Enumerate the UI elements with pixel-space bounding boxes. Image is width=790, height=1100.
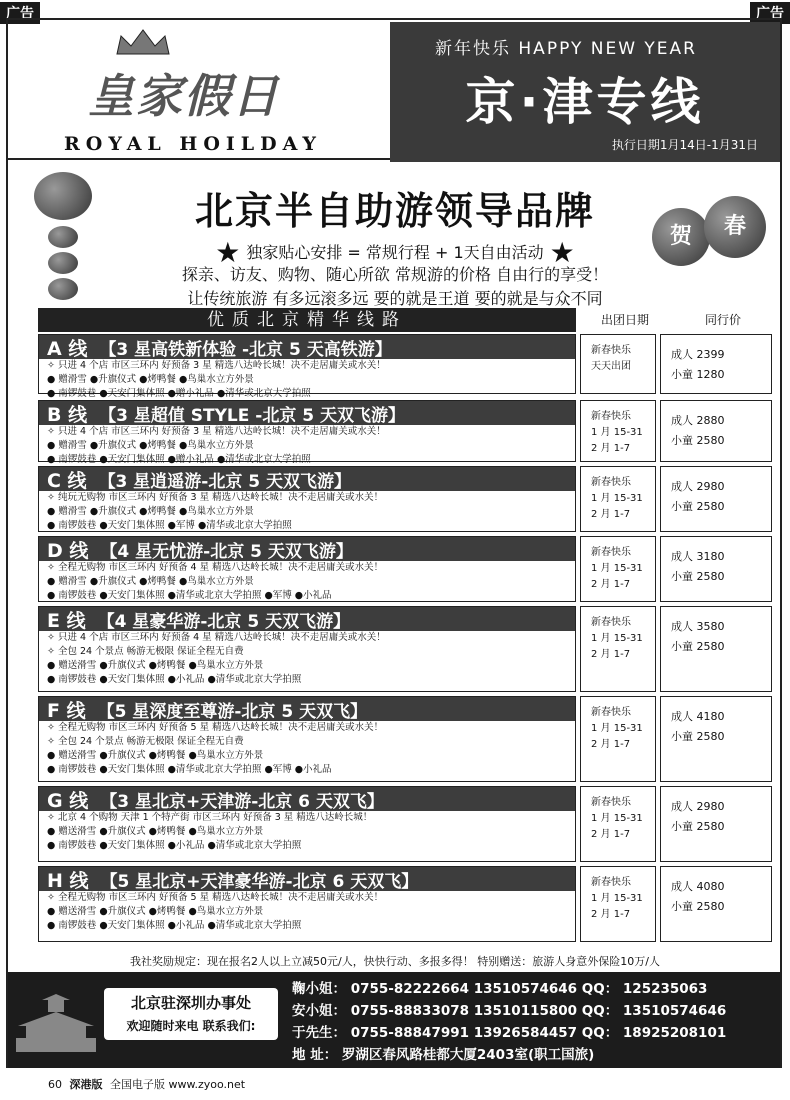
tagline-1-text: 独家贴心安排 = 常规行程 + 1天自由活动 (246, 243, 544, 262)
route-prices (660, 466, 772, 532)
date-line: 天天出团 (591, 361, 631, 372)
date-line: 2 月 1-7 (591, 739, 631, 750)
ad-tag-left: 广告 (0, 2, 40, 24)
route-name: 【3 星超值 STYLE -北京 5 天双飞游】 (99, 405, 406, 425)
route-prices (660, 696, 772, 782)
date-line: 2 月 1-7 (591, 443, 631, 454)
route-title-bar (39, 467, 575, 491)
ad-tag-right: 广告 (750, 2, 790, 24)
route-main (38, 606, 576, 692)
route-detail-text: ● 赠送滑雪 ●升旗仪式 ●烤鸭餐 ●鸟巢水立方外景 (47, 660, 264, 671)
route-detail-text: ● 赠滑雪 ●升旗仪式 ●烤鸭餐 ●鸟巢水立方外景 (47, 374, 254, 385)
route-main (38, 400, 576, 465)
route-detail (39, 839, 575, 853)
price-col-header: 同行价 (704, 313, 741, 327)
route-dates (580, 786, 656, 862)
route-title-bar (39, 697, 575, 721)
route-detail-text: ✧ 只进 4 个店 市区三环内 好预备 3 星 精选八达岭长城！决不走居庸关或水关！ (47, 426, 386, 437)
date-line: 1 月 15-31 (591, 633, 643, 644)
adult-price: 成人 3580 (671, 620, 725, 633)
route-dates (580, 466, 656, 532)
route-detail (39, 575, 575, 589)
date-line: 2 月 1-7 (591, 509, 631, 520)
header (8, 20, 780, 160)
route-detail (39, 439, 575, 453)
crown-icon (113, 28, 173, 58)
child-price: 小童 2580 (671, 730, 725, 743)
route-prices (660, 400, 772, 462)
route-row (38, 866, 772, 942)
route-detail (39, 735, 575, 749)
route-code: F 线 (47, 699, 86, 721)
route-detail-text: ● 赠送滑雪 ●升旗仪式 ●烤鸭餐 ●鸟巢水立方外景 (47, 750, 264, 761)
route-detail-text: ✧ 只进 4 个店 市区三环内 好预备 4 星 精选八达岭长城！决不走居庸关或水关！ (47, 632, 386, 643)
route-detail-text: ● 南锣鼓巷 ●天安门集体照 ●清华或北京大学拍照 ●军博 ●小礼品 (47, 764, 332, 775)
page-title: 京·津专线 (465, 73, 705, 131)
adult-price: 成人 2399 (671, 348, 725, 361)
route-title-bar (39, 867, 575, 891)
tagline-2: 探亲、访友、购物、随心所欲 常规游的价格 自由行的享受！ (181, 265, 609, 284)
route-detail-text: ● 南锣鼓巷 ●天安门集体照 ●小礼品 ●清华或北京大学拍照 (47, 674, 302, 685)
route-detail-text: ● 赠滑雪 ●升旗仪式 ●烤鸭餐 ●鸟巢水立方外景 (47, 440, 254, 451)
route-detail (39, 721, 575, 735)
valid-period: 执行日期1月14日-1月31日 (611, 138, 758, 152)
route-detail (39, 673, 575, 687)
route-row (38, 696, 772, 782)
tagline-3: 让传统旅游 有多远滚多远 要的就是王道 要的就是与众不同 (187, 289, 603, 308)
route-detail (39, 811, 575, 825)
route-prices (660, 334, 772, 394)
route-prices (660, 606, 772, 692)
greeting: 新年快乐 HAPPY NEW YEAR (435, 39, 697, 59)
contact-1: 鞠小姐： 0755-82222664 13510574646 QQ： 125235063 (292, 981, 708, 997)
route-detail-text: ● 南锣鼓巷 ●天安门集体照 ●小礼品 ●清华或北京大学拍照 (47, 840, 302, 851)
route-detail-text: ● 赠送滑雪 ●升旗仪式 ●烤鸭餐 ●鸟巢水立方外景 (47, 826, 264, 837)
route-detail (39, 519, 575, 533)
date-line: 1 月 15-31 (591, 813, 643, 824)
date-line: 新春快乐 (591, 617, 631, 628)
date-line: 2 月 1-7 (591, 829, 631, 840)
route-code: H 线 (47, 869, 89, 891)
edition: 深港版 (69, 1078, 103, 1091)
page-footer (48, 1076, 245, 1092)
route-detail (39, 561, 575, 575)
route-row (38, 466, 772, 532)
route-detail-text: ● 赠送滑雪 ●升旗仪式 ●烤鸭餐 ●鸟巢水立方外景 (47, 906, 264, 917)
child-price: 小童 2580 (671, 434, 725, 447)
child-price: 小童 1280 (671, 368, 725, 381)
route-detail-text: ✧ 全程无购物 市区三环内 好预备 5 星 精选八达岭长城！决不走居庸关或水关！ (47, 722, 384, 733)
date-col-header: 出团日期 (600, 313, 649, 327)
date-line: 2 月 1-7 (591, 909, 631, 920)
route-detail (39, 891, 575, 905)
date-line: 1 月 15-31 (591, 723, 643, 734)
route-row (38, 786, 772, 862)
star-icon: ★ (215, 236, 241, 269)
route-detail-text: ● 南锣鼓巷 ●天安门集体照 ●清华或北京大学拍照 ●军博 ●小礼品 (47, 590, 332, 601)
route-detail-text: ● 南锣鼓巷 ●天安门集体照 ●赠小礼品 ●清华或北京大学拍照 (47, 388, 311, 399)
route-detail (39, 359, 575, 373)
route-detail-text: ● 南锣鼓巷 ●天安门集体照 ●军博 ●清华或北京大学拍照 (47, 520, 292, 531)
route-title-bar (39, 401, 575, 425)
route-name: 【5 星北京+天津豪华游-北京 6 天双飞】 (100, 871, 419, 891)
star-icon: ★ (549, 236, 575, 269)
adult-price: 成人 2980 (671, 480, 725, 493)
office-box (104, 988, 278, 1040)
route-name: 【3 星逍遥游-北京 5 天双飞游】 (98, 471, 352, 491)
route-detail (39, 905, 575, 919)
route-name: 【3 星北京+天津游-北京 6 天双飞】 (100, 791, 384, 811)
header-banner (390, 22, 780, 162)
route-dates (580, 536, 656, 602)
route-detail-text: ● 赠滑雪 ●升旗仪式 ●烤鸭餐 ●鸟巢水立方外景 (47, 576, 254, 587)
office-title: 北京驻深圳办事处 (130, 994, 251, 1012)
office-subtitle: 欢迎随时来电 联系我们: (126, 1019, 256, 1033)
route-main (38, 866, 576, 942)
date-line: 1 月 15-31 (591, 563, 643, 574)
date-line: 2 月 1-7 (591, 579, 631, 590)
route-detail-text: ✧ 只进 4 个店 市区三环内 好预备 3 星 精选八达岭长城！决不走居庸关或水关！ (47, 360, 386, 371)
route-detail (39, 589, 575, 603)
route-code: D 线 (47, 539, 89, 561)
route-detail (39, 763, 575, 777)
date-line: 2 月 1-7 (591, 649, 631, 660)
child-price: 小童 2580 (671, 900, 725, 913)
route-dates (580, 866, 656, 942)
child-price: 小童 2580 (671, 640, 725, 653)
logo-cn: 皇家假日 (88, 69, 280, 123)
route-title-bar (39, 607, 575, 631)
route-detail-text: ✧ 北京 4 个购物 天津 1 个特产街 市区三环内 好预备 3 星 精选八达岭长城！ (47, 812, 373, 823)
date-line: 新春快乐 (591, 877, 631, 888)
logo (8, 20, 388, 160)
route-main (38, 334, 576, 399)
site-link[interactable]: 全国电子版 www.zyoo.net (110, 1078, 246, 1091)
date-line: 新春快乐 (591, 547, 631, 558)
route-detail (39, 491, 575, 505)
brand-title: 北京半自助游领导品牌 (194, 189, 595, 233)
lantern-he-icon: 贺 (652, 208, 710, 266)
route-code: G 线 (47, 789, 89, 811)
route-detail-text: ● 南锣鼓巷 ●天安门集体照 ●小礼品 ●清华或北京大学拍照 (47, 920, 302, 931)
route-title-bar (39, 787, 575, 811)
child-price: 小童 2580 (671, 500, 725, 513)
route-detail-text: ● 南锣鼓巷 ●天安门集体照 ●赠小礼品 ●清华或北京大学拍照 (47, 454, 311, 465)
route-detail (39, 631, 575, 645)
route-detail-text: ✧ 全包 24 个景点 畅游无极限 保证全程无自费 (47, 646, 244, 657)
route-detail (39, 505, 575, 519)
tiananmen-icon (12, 986, 100, 1056)
route-name: 【3 星高铁新体验 -北京 5 天高铁游】 (99, 339, 392, 359)
lantern-chun-icon: 春 (704, 196, 766, 258)
page-number: 60 (48, 1078, 62, 1091)
route-row (38, 334, 772, 399)
route-dates (580, 334, 656, 394)
date-line: 新春快乐 (591, 411, 631, 422)
logo-en: ROYAL HOILDAY (64, 133, 322, 155)
route-detail-text: ✧ 纯玩无购物 市区三环内 好预备 3 星 精选八达岭长城！决不走居庸关或水关！ (47, 492, 384, 503)
route-detail-text: ✧ 全程无购物 市区三环内 好预备 5 星 精选八达岭长城！决不走居庸关或水关！ (47, 892, 384, 903)
child-price: 小童 2580 (671, 820, 725, 833)
route-detail (39, 645, 575, 659)
route-detail (39, 373, 575, 387)
table-title: 优质北京精华线路 (38, 308, 576, 332)
adult-price: 成人 4080 (671, 880, 725, 893)
route-row (38, 606, 772, 692)
route-name: 【4 星无忧游-北京 5 天双飞游】 (100, 541, 353, 561)
route-detail (39, 425, 575, 439)
date-line: 1 月 15-31 (591, 427, 643, 438)
route-detail (39, 919, 575, 933)
route-detail-text: ● 赠滑雪 ●升旗仪式 ●烤鸭餐 ●鸟巢水立方外景 (47, 506, 254, 517)
line-manager: 专线负责人： 于兴伟 18925206610 (292, 1069, 527, 1085)
route-dates (580, 696, 656, 782)
route-detail (39, 387, 575, 401)
route-main (38, 696, 576, 782)
adult-price: 成人 2880 (671, 414, 725, 427)
route-detail (39, 453, 575, 467)
date-line: 新春快乐 (591, 477, 631, 488)
contacts (292, 978, 726, 1088)
route-main (38, 466, 576, 532)
date-line: 1 月 15-31 (591, 493, 643, 504)
route-detail (39, 659, 575, 673)
route-dates (580, 606, 656, 692)
route-detail-text: ✧ 全包 24 个景点 畅游无极限 保证全程无自费 (47, 736, 244, 747)
route-detail-text: ✧ 全程无购物 市区三环内 好预备 4 星 精选八达岭长城！决不走居庸关或水关！ (47, 562, 384, 573)
route-detail (39, 825, 575, 839)
contact-2: 安小姐： 0755-88833078 13510115800 QQ： 13510574646 (292, 1003, 727, 1019)
adult-price: 成人 3180 (671, 550, 725, 563)
child-price: 小童 2580 (671, 570, 725, 583)
date-line: 新春快乐 (591, 797, 631, 808)
route-code: B 线 (47, 403, 88, 425)
routes-table-header (38, 308, 772, 332)
adult-price: 成人 4180 (671, 710, 725, 723)
route-code: A 线 (47, 337, 88, 359)
date-line: 1 月 15-31 (591, 893, 643, 904)
route-row (38, 400, 772, 465)
route-main (38, 786, 576, 862)
adult-price: 成人 2980 (671, 800, 725, 813)
contact-3: 于先生： 0755-88847991 13926584457 QQ： 18925208101 (292, 1025, 727, 1041)
route-prices (660, 866, 772, 942)
route-main (38, 536, 576, 602)
date-line: 新春快乐 (591, 707, 631, 718)
route-code: C 线 (47, 469, 87, 491)
route-row (38, 536, 772, 602)
route-name: 【5 星深度至尊游-北京 5 天双飞】 (97, 701, 368, 721)
bonus-note: 我社奖励规定：现在报名2人以上立减50元/人，快快行动、多报多得！ 特别赠送：旅游人身意外保险10万/人 (130, 955, 660, 968)
route-name: 【4 星豪华游-北京 5 天双飞游】 (97, 611, 351, 631)
route-code: E 线 (47, 609, 86, 631)
route-dates (580, 400, 656, 462)
route-title-bar (39, 537, 575, 561)
date-line: 新春快乐 (591, 345, 631, 356)
route-detail (39, 749, 575, 763)
address: 地 址： 罗湖区春风路桂都大厦2403室(职工国旅) (292, 1047, 595, 1063)
route-prices (660, 536, 772, 602)
route-prices (660, 786, 772, 862)
route-title-bar (39, 335, 575, 359)
